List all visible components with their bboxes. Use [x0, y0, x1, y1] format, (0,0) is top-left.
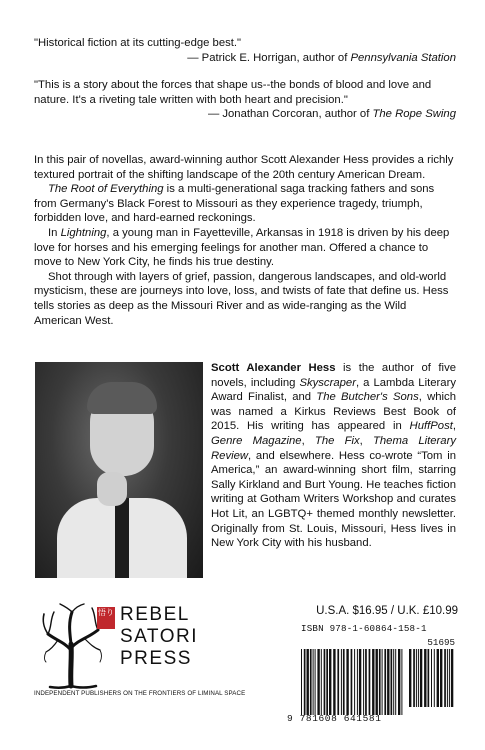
barcode-bar	[424, 649, 426, 707]
bio-text-3: , which was named a Kirkus Reviews Best Book of 2015. His writing has appeared in	[211, 391, 456, 433]
barcode-bar	[447, 649, 448, 707]
description-paragraph-3	[34, 226, 456, 270]
barcode-bar	[393, 649, 394, 715]
publisher-tagline: INDEPENDENT PUBLISHERS ON THE FRONTIERS OF LIMINAL SPACE	[34, 690, 246, 697]
barcode-bar	[333, 649, 335, 715]
novella-title-2: Lightning	[60, 226, 107, 239]
author-photo-hand	[97, 472, 127, 506]
barcode-bar	[395, 649, 396, 715]
barcode-bar	[413, 649, 415, 707]
barcode-bar	[307, 649, 309, 715]
publisher-name	[120, 604, 198, 670]
barcode-bar	[363, 649, 364, 715]
barcode-bar	[317, 649, 319, 715]
barcode-bar	[321, 649, 322, 715]
barcode-bar	[449, 649, 450, 707]
barcode-bar	[451, 649, 453, 707]
barcode-bar	[409, 649, 411, 707]
barcode-bar	[376, 649, 378, 715]
blurb-1-attribution	[34, 51, 456, 66]
barcode-bar	[369, 649, 371, 715]
barcode-bar	[310, 649, 312, 715]
barcode-bar	[398, 649, 400, 715]
bio-pub-thema: Thema Literary Review	[211, 434, 457, 462]
author-photo-hair	[87, 382, 157, 414]
bio-text-6: ,	[359, 434, 373, 447]
bio-text-1: is the author of five novels, including	[211, 362, 456, 389]
bio-pub-fix: The Fix	[314, 434, 360, 447]
barcode-bar	[343, 649, 345, 715]
barcode-bar	[434, 649, 435, 707]
barcode-bar	[440, 649, 442, 707]
novella-title-1: The Root of Everything	[48, 183, 164, 196]
barcode-bar	[428, 649, 430, 707]
description-paragraph-3-text: , a young man in Fayetteville, Arkansas in 1918 is driven by his deep love for horses and his emerging feelings for another man. Offered a chance to move to New York City, he finds his true destiny.	[34, 226, 450, 269]
description-paragraph-3-pre: In	[48, 226, 61, 239]
ean-barcode-bars	[301, 649, 405, 715]
blurb-1-book-title: Pennsylvania Station	[350, 51, 456, 64]
barcode-bar	[391, 649, 393, 715]
description-paragraph-1: In this pair of novellas, award-winning author Scott Alexander Hess provides a richly textured portrait of the shifting landscape of the 20th century American Dream.	[34, 154, 454, 181]
barcode-bar	[304, 649, 306, 715]
isbn-number: ISBN 978-1-60864-158-1	[301, 623, 427, 634]
barcode-bar	[372, 649, 374, 715]
bio-text-4: ,	[452, 420, 456, 433]
publisher-seal-icon: 悟り	[97, 607, 115, 629]
barcode-bar	[351, 649, 353, 715]
publisher-name-line-3: PRESS	[120, 648, 192, 669]
publisher-name-line-2: SATORI	[120, 626, 198, 647]
barcode-bar	[379, 649, 381, 715]
bio-title-butchers-sons: The Butcher's Sons	[316, 391, 419, 404]
blurb-2-author: — Jonathan Corcoran, author of	[207, 108, 373, 121]
blurb-2-quote: "This is a story about the forces that shape us--the bonds of blood and love and nature. It's a riveting tale written with both heart and precision."	[34, 79, 432, 106]
price-label: U.S.A. $16.95 / U.K. £10.99	[316, 605, 458, 617]
barcode-bar	[387, 649, 389, 715]
barcode-bar	[324, 649, 326, 715]
author-photo	[35, 362, 203, 578]
barcode-bar	[382, 649, 383, 715]
book-description	[34, 153, 456, 328]
blurb-2-attribution	[34, 107, 456, 122]
barcode-bar	[437, 649, 439, 707]
ean-number: 9 781608 641581	[287, 713, 382, 724]
author-name: Scott Alexander Hess	[211, 362, 336, 374]
barcode-bar	[401, 649, 402, 715]
barcode-bar	[444, 649, 446, 707]
barcode-bar	[354, 649, 355, 715]
bio-text-7: , and elsewhere. Hess co-wrote “Tom in America,” an award-winning short film, starring Sally Kirkland and Burt Young. He teaches fiction writing at Gotham Writers Workshop and curates Hot Lit, an LGBTQ+ themed monthly newsletter. Originally from St. Louis, Missouri, Hess lives in New York City with his husband.	[211, 449, 456, 550]
description-paragraph-2-text: is a multi-generational saga tracking fathers and sons from Germany's Black Forest to Missouri as they experience tragedy, triumph, forbidden love, and hard-earned reckonings.	[34, 183, 435, 225]
blurb-2	[34, 78, 456, 122]
barcode-bar	[313, 649, 314, 715]
barcode-bar	[359, 649, 361, 715]
bio-text-2: , a Lambda Literary Award Finalist, and	[211, 376, 456, 404]
barcode-bar	[365, 649, 367, 715]
barcode-bar	[315, 649, 316, 715]
barcode-bar	[357, 649, 358, 715]
barcode-bar	[420, 649, 422, 707]
barcode-price-code: 51695	[427, 637, 455, 648]
bio-title-skyscraper: Skyscraper	[299, 376, 356, 389]
barcode-bar	[346, 649, 348, 715]
blurb-1-quote: "Historical fiction at its cutting-edge best."	[34, 37, 242, 49]
blurb-1-author: — Patrick E. Horrigan, author of	[187, 51, 351, 64]
bio-text-5: ,	[301, 434, 315, 447]
barcode-bar	[416, 649, 417, 707]
barcode-bar	[341, 649, 342, 715]
barcode-bar	[431, 649, 432, 707]
description-paragraph-4: Shot through with layers of grief, passion, dangerous landscapes, and old-world mysticism, these are journeys into love, loss, and twists of fate that define us. Hess tells stories as deep as the Missouri River and as wide-ranging as the Wild American West.	[34, 270, 449, 327]
description-paragraph-2	[34, 182, 456, 226]
blurb-1	[34, 36, 456, 65]
barcode-bar	[326, 649, 328, 715]
barcode-bar	[329, 649, 331, 715]
barcode-bar	[301, 649, 302, 715]
bio-pub-genre: Genre Magazine	[211, 434, 302, 447]
barcode-bar	[384, 649, 386, 715]
bio-pub-huffpost: HuffPost	[409, 420, 453, 433]
blurb-2-book-title: The Rope Swing	[372, 108, 456, 121]
addon-barcode-bars	[409, 649, 455, 707]
author-photo-tie	[115, 498, 129, 578]
barcode-bar	[337, 649, 339, 715]
publisher-name-line-1: REBEL	[120, 604, 190, 625]
author-bio	[211, 361, 456, 551]
barcode	[287, 623, 457, 731]
barcode-bar	[418, 649, 419, 707]
